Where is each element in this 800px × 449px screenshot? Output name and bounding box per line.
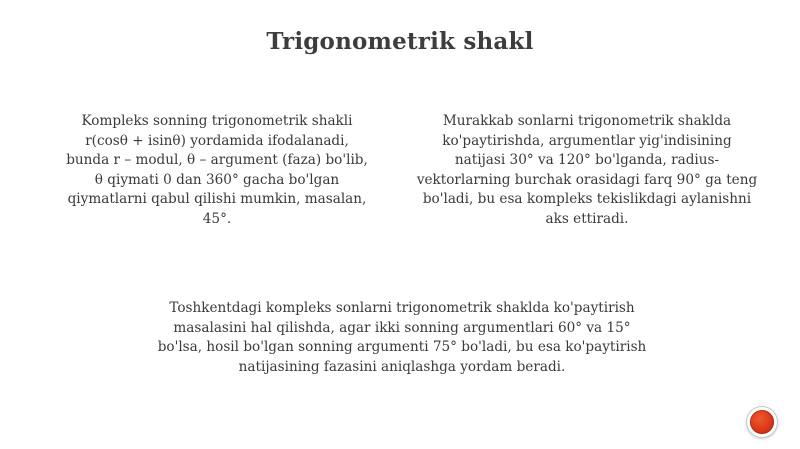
circle-icon [750, 410, 774, 434]
text-block-left: Kompleks sonning trigonometrik shakli r(cosθ + isinθ) yordamida ifodalanadi, bunda r – modul, θ – argument (faza) bo'lib, θ qiymati 0 dan 360° gacha bo'lgan qiymatlarni qabul qilishi mumkin, masalan, 45°. [66, 113, 368, 227]
text-block-right: Murakkab sonlarni trigonometrik shaklda ko'paytirishda, argumentlar yig'indisining natijasi 30° va 120° bo'lganda, radius- vektorlarning burchak orasidagi farq 90° ga teng bo'ladi, bu esa kompleks tekislikdagi aylanishni aks ettiradi. [416, 113, 758, 227]
text-block-bottom: Toshkentdagi kompleks sonlarni trigonometrik shaklda ko'paytirish masalasini hal qilishda, agar ikki sonning argumentlari 60° va 15° bo'lsa, hosil bo'lgan sonning argumenti 75° bo'ladi, bu esa ko'paytirish natijasining fazasini aniqlashga yordam beradi. [157, 300, 647, 375]
slide-title: Trigonometrik shakl [266, 28, 534, 55]
next-slide-button[interactable] [747, 407, 777, 437]
